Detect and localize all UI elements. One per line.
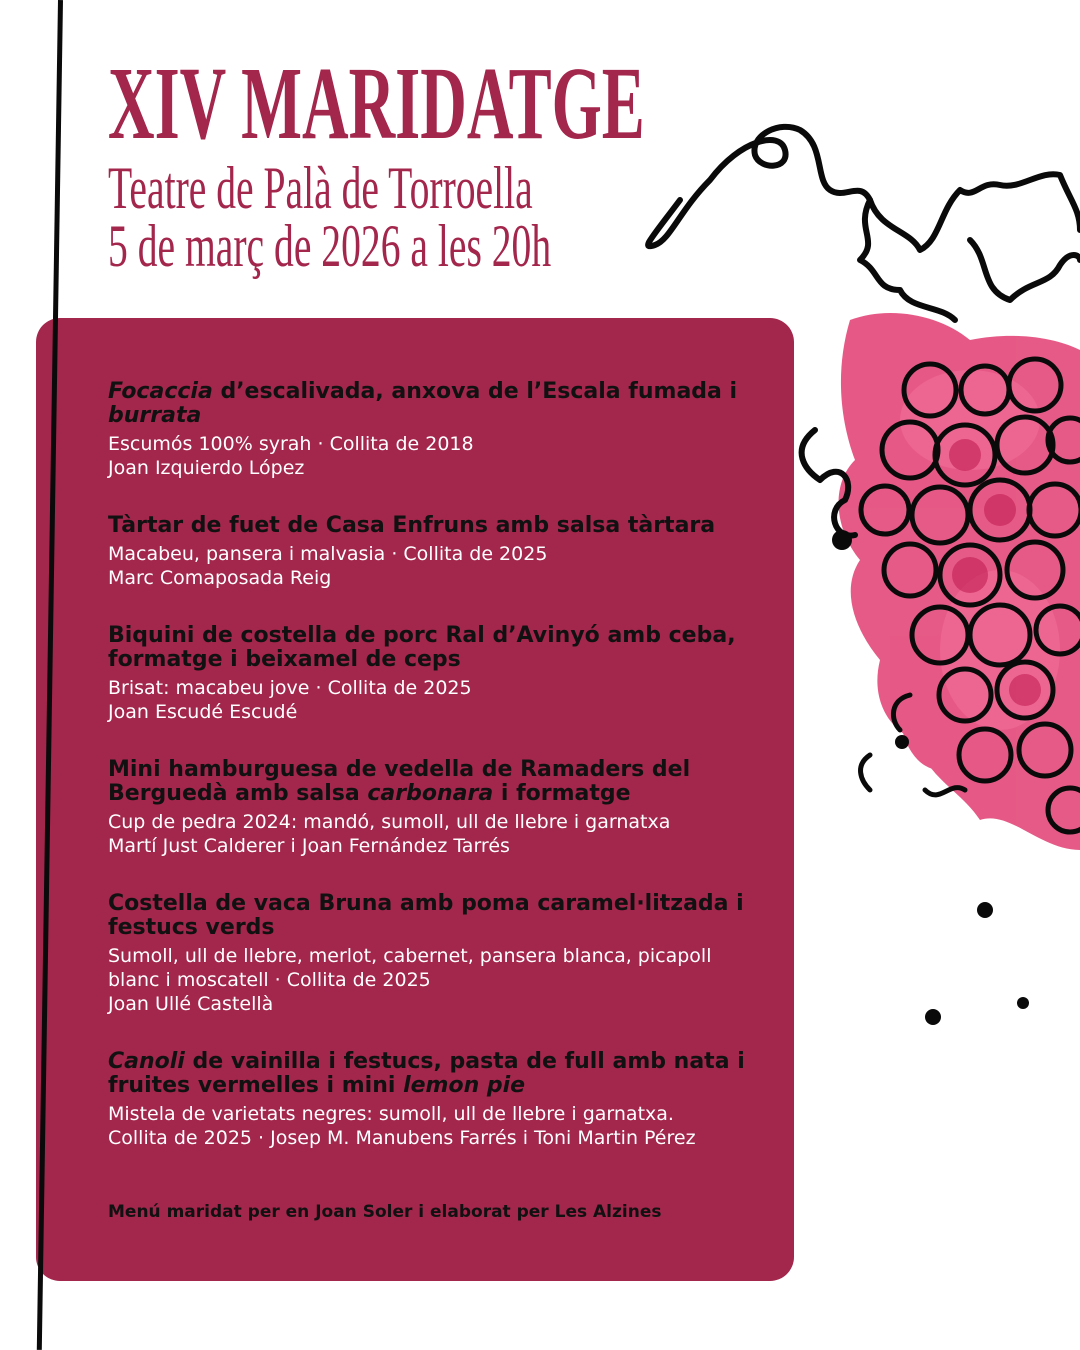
wine-description: Brisat: macabeu jove · Collita de 2025 — [108, 677, 472, 699]
wine-description: Sumoll, ull de llebre, merlot, cabernet, pansera blanca, picapoll blanc i moscatell · Collita de 2025 — [108, 945, 712, 991]
menu-card — [36, 318, 794, 1281]
event-title: XIV MARIDATGE — [108, 46, 645, 161]
wine-description: Escumós 100% syrah · Collita de 2018 — [108, 433, 474, 455]
dish-title: Biquini de costella de porc Ral d’Avinyó amb ceba, formatge i beixamel de ceps — [108, 623, 736, 672]
winemaker: Collita de 2025 · Josep M. Manubens Farrés i Toni Martin Pérez — [108, 1127, 696, 1149]
course-1 — [108, 380, 748, 480]
dish-title: Focaccia d’escalivada, anxova de l’Escala fumada i burrata — [108, 379, 738, 428]
event-venue: Teatre de Palà de Torroella — [108, 155, 533, 221]
course-6 — [108, 1050, 748, 1150]
course-4 — [108, 758, 748, 858]
winemaker: Marc Comaposada Reig — [108, 567, 332, 589]
dish-title: Mini hamburguesa de vedella de Ramaders del Berguedà amb salsa carbonara i formatge — [108, 757, 691, 806]
winemaker: Joan Ullé Castellà — [108, 993, 274, 1015]
course-5 — [108, 892, 748, 1016]
event-date: 5 de març de 2026 a les 20h — [108, 213, 552, 279]
winemaker: Joan Escudé Escudé — [108, 701, 298, 723]
winemaker: Martí Just Calderer i Joan Fernández Tarrés — [108, 835, 510, 857]
wine-description: Macabeu, pansera i malvasia · Collita de 2025 — [108, 543, 548, 565]
course-3 — [108, 624, 748, 724]
wine-description: Cup de pedra 2024: mandó, sumoll, ull de llebre i garnatxa — [108, 811, 671, 833]
dish-title: Tàrtar de fuet de Casa Enfruns amb salsa tàrtara — [108, 513, 716, 538]
wine-description: Mistela de varietats negres: sumoll, ull de llebre i garnatxa. — [108, 1103, 674, 1125]
dish-title: Costella de vaca Bruna amb poma caramel·litzada i festucs verds — [108, 891, 744, 940]
course-2 — [108, 514, 748, 590]
menu-credits: Menú maridat per en Joan Soler i elaborat per Les Alzines — [108, 1202, 662, 1222]
dish-title: Canoli de vainilla i festucs, pasta de full amb nata i fruites vermelles i mini lemon pie — [108, 1049, 745, 1098]
winemaker: Joan Izquierdo López — [108, 457, 305, 479]
